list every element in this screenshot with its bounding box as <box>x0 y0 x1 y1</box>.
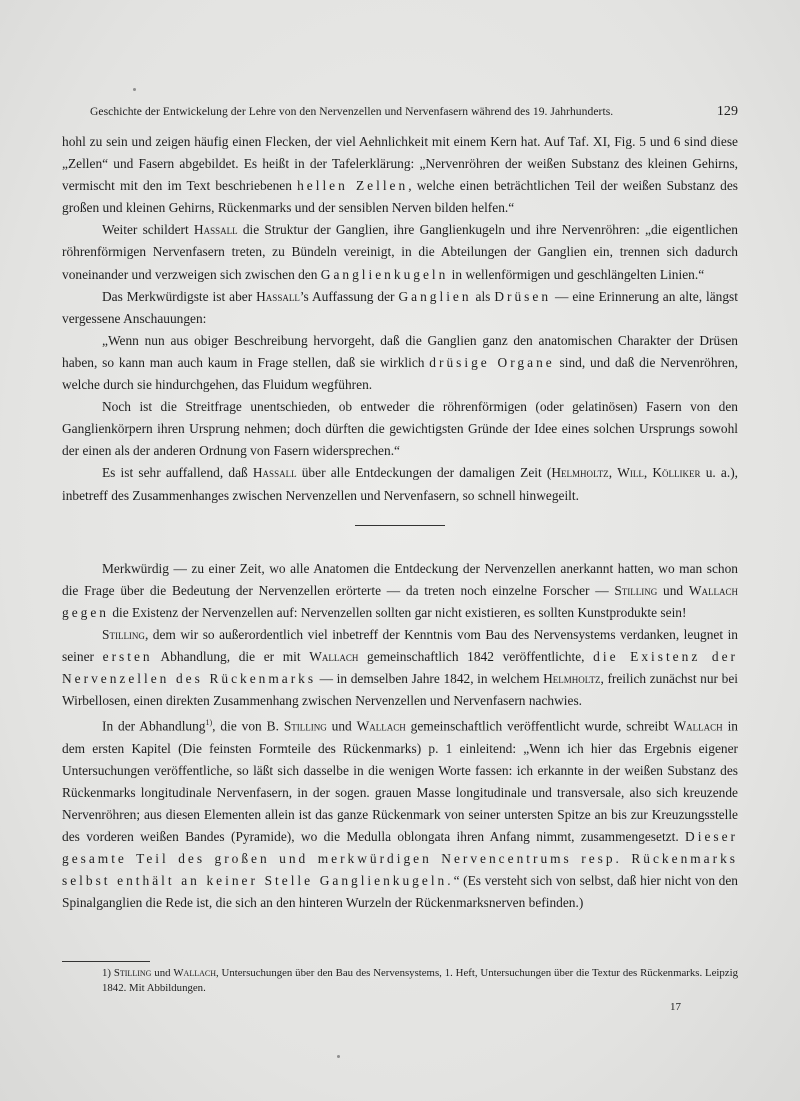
paragraph: Merkwürdig — zu einer Zeit, wo alle Anatomen die Entdeckung der Nervenzellen anerkannt hatten, wo man schon die Frage über die Bedeutung der Nervenzellen erörterte — da treten noch einzelne Forscher — Stilling und Wallach gegen die Existenz der Nervenzellen auf: Nervenzellen sollten gar nicht existieren, es sollten Kunstprodukte sein! <box>62 560 739 620</box>
paragraph: Weiter schildert Hassall die Struktur der Ganglien, ihre Ganglienkugeln und ihre Nervenröhren: „die eigentlichen röhrenförmigen Nervenfasern treten, zu Bündeln vereinigt, in die Abteilungen der Ganglien ein, trennen sich dadurch voneinander und verzweigen sich zwischen den Ganglienkugeln in wellenförmigen und geschlängelten Linien.“ <box>62 222 738 282</box>
paragraph: In der Abhandlung$^{1)}$, die von B. Stilling und Wallach gemeinschaftlich veröffentlicht wurde, schreibt Wallach in dem ersten Kapitel (Die feinsten Formteile des Rückenmarks) p. 1 einleitend: „Wenn ich hier das Ergebnis eigener Untersuchungen veröffentliche, so läßt sich dasselbe in die wenigen Worte fassen: ich erkannte in der weißen Substanz des Rückenmarks longitudinale Nervenfasern, in der sogen. grauen Masse longitudinale und transversale, also sich kreuzende Nervenröhren; aus diesen Elementen allein ist das ganze Rückenmark von seiner untersten Spitze an bis zur Kreuzungsstelle des vorderen weißen Bandes (Pyramide), wo die Medulla oblongata ihren Anfang nimmt, zusammengesetzt. Dieser gesamte Teil des großen und merkwürdigen Nervencentrums resp. Rückenmarks selbst enthält an keiner Stelle Ganglienkugeln.“ (Es versteht sich von selbst, daß hier nicht von den Spinalganglien die Rede ist, die sich an den hinteren Wurzeln der Rückenmarksnerven befinden.) <box>62 718 738 911</box>
body-text <box>62 131 738 915</box>
scan-speck <box>337 1055 340 1058</box>
footnote: 1) Stilling und Wallach, Untersuchungen über den Bau des Nervensystems, 1. Heft, Untersuchungen über die Textur des Rückenmarks. Leipzig 1842. Mit Abbildungen. <box>102 967 739 994</box>
scan-speck <box>133 88 136 91</box>
signature-mark: 17 <box>670 1001 681 1013</box>
running-head <box>90 104 738 120</box>
paragraph: Stilling, dem wir so außerordentlich viel inbetreff der Kenntnis vom Bau des Nervensystems verdanken, leugnet in seiner ersten Abhandlung, die er mit Wallach gemeinschaftlich 1842 veröffentlichte, die Existenz der Nervenzellen des Rückenmarks — in demselben Jahre 1842, in welchem Helmholtz, freilich zunächst nur bei Wirbellosen, einen direkten Zusammenhang zwischen Nervenzellen und Nervenfasern nachwies. <box>62 626 739 709</box>
quote-paragraph: „Wenn nun aus obiger Beschreibung hervorgeht, daß die Ganglien ganz den anatomischen Charakter der Drüsen haben, so kann man auch kaum in Frage stellen, daß sie wirklich drüsige Organe sind, und daß die Nervenröhren, welche durch sie hindurchgehen, das Fluidum wegführen. <box>62 332 738 393</box>
footnote-divider <box>62 961 150 962</box>
paragraph: Es ist sehr auffallend, daß Hassall über alle Entdeckungen der damaligen Zeit (Helmholtz, Will, Kölliker u. a.), inbetreff des Zusammenhanges zwischen Nervenzellen und Nervenfasern, so schnell hinwegeilt. <box>62 465 738 503</box>
running-head-title: Geschichte der Entwickelung der Lehre von den Nervenzellen und Nervenfasern während des 19. Jahrhunderts. <box>90 105 614 118</box>
footnote-marker: 1) <box>102 967 111 979</box>
paragraph: hohl zu sein und zeigen häufig einen Flecken, der viel Aehnlichkeit mit einem Kern hat. Auf Taf. XI, Fig. 5 und 6 sind diese „Zellen“ und Fasern abgebildet. Es heißt in der Tafelerklärung: „Nervenröhren der weißen Substanz des kleinen Gehirns, vermischt mit den im Text beschriebenen hellen Zellen, welche einen beträchtlichen Teil der weißen Substanz des großen und kleinen Gehirns, Rückenmarks und der sensiblen Nerven bilden helfen.“ <box>62 134 738 216</box>
footnote-reference: 1) <box>205 718 213 728</box>
section-divider <box>355 525 445 526</box>
page-number: 129 <box>716 104 738 119</box>
paragraph: Das Merkwürdigste ist aber Hassall’s Auffassung der Ganglien als Drüsen — eine Erinnerung an alte, längst vergessene Anschauungen: <box>62 288 738 326</box>
quote-paragraph: Noch ist die Streitfrage unentschieden, ob entweder die röhrenförmigen (oder gelatinösen) Fasern von den Ganglienkörpern ihren Ursprung nehmen; doch dürften die gewichtigsten Gründe der Idee eines solchen Ursprungs sowohl der einen als der anderen Ordnung von Fasern widersprechen.“ <box>62 399 738 459</box>
